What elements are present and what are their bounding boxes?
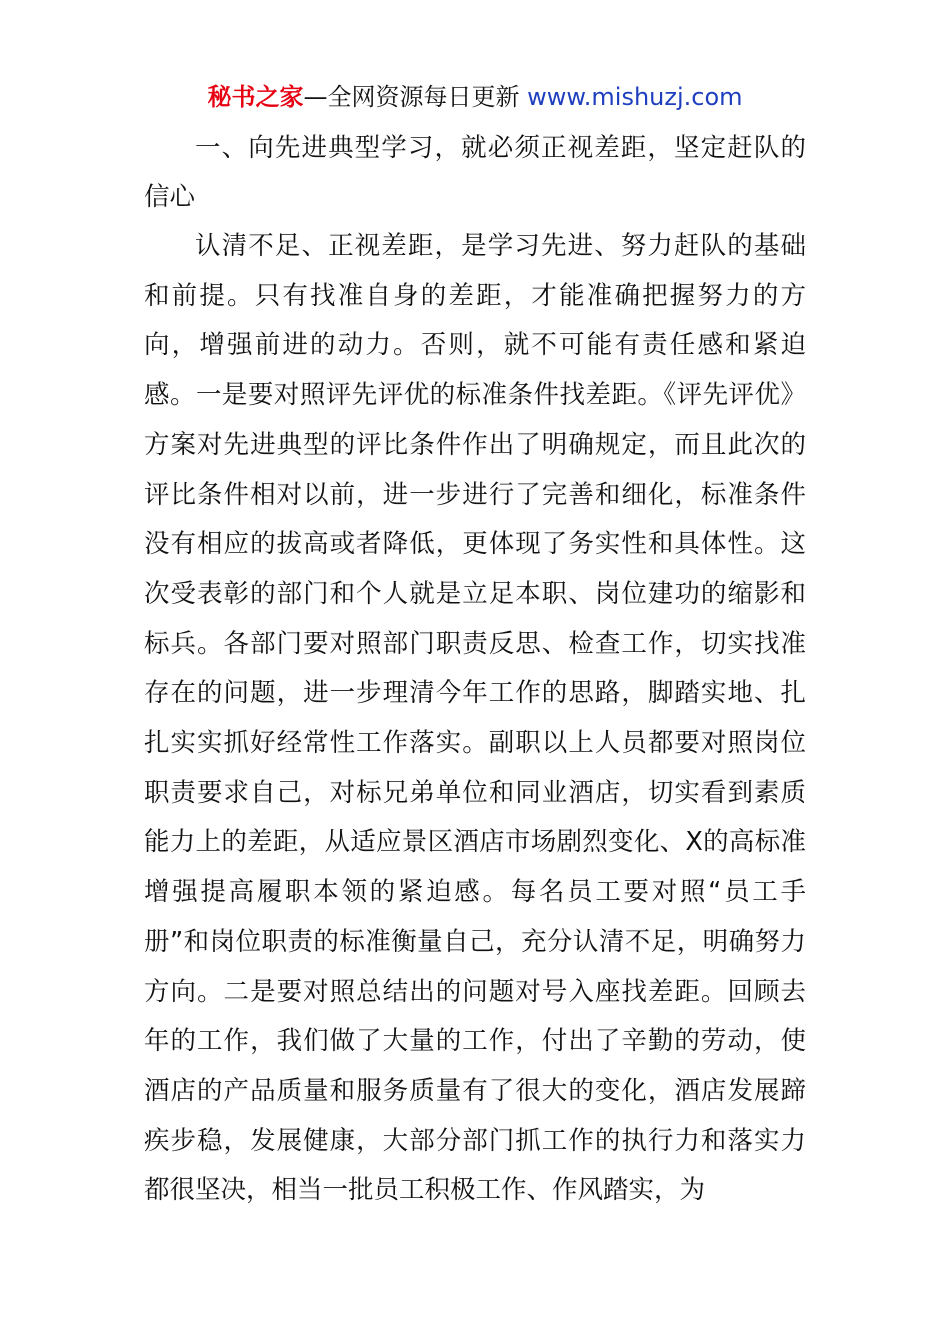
document-body <box>144 124 806 1216</box>
brand-name: 秘书之家 <box>207 83 304 111</box>
site-header <box>0 80 950 114</box>
section-heading: 一、向先进典型学习，就必须正视差距，坚定赶队的信心 <box>144 133 806 212</box>
body-paragraph: 认清不足、正视差距，是学习先进、努力赶队的基础和前提。只有找准自身的差距，才能准确把握努力的方向，增强前进的动力。否则，就不可能有责任感和紧迫感。一是要对照评先评优的标准条件找差距。《评先评优》方案对先进典型的评比条件作出了明确规定，而且此次的评比条件相对以前，进一步进行了完善和细化，标准条件没有相应的拔高或者降低，更体现了务实性和具体性。这次受表彰的部门和个人就是立足本职、岗位建功的缩影和标兵。各部门要对照部门职责反思、检查工作，切实找准存在的问题，进一步理清今年工作的思路，脚踏实地、扎扎实实抓好经常性工作落实。副职以上人员都要对照岗位职责要求自己，对标兄弟单位和同业酒店，切实看到素质能力上的差距，从适应景区酒店市场剧烈变化、X的高标准增强提高履职本领的紧迫感。每名员工要对照“员工手册”和岗位职责的标准衡量自己，充分认清不足，明确努力方向。二是要对照总结出的问题对号入座找差距。回顾去年的工作，我们做了大量的工作，付出了辛勤的劳动，使酒店的产品质量和服务质量有了很大的变化，酒店发展蹄疾步稳，发展健康，大部分部门抓工作的执行力和落实力都很坚决，相当一批员工积极工作、作风踏实，为 <box>144 231 806 1206</box>
header-tagline: —全网资源每日更新 <box>303 83 528 111</box>
site-url-link[interactable]: www.mishuzj.com <box>527 83 743 111</box>
